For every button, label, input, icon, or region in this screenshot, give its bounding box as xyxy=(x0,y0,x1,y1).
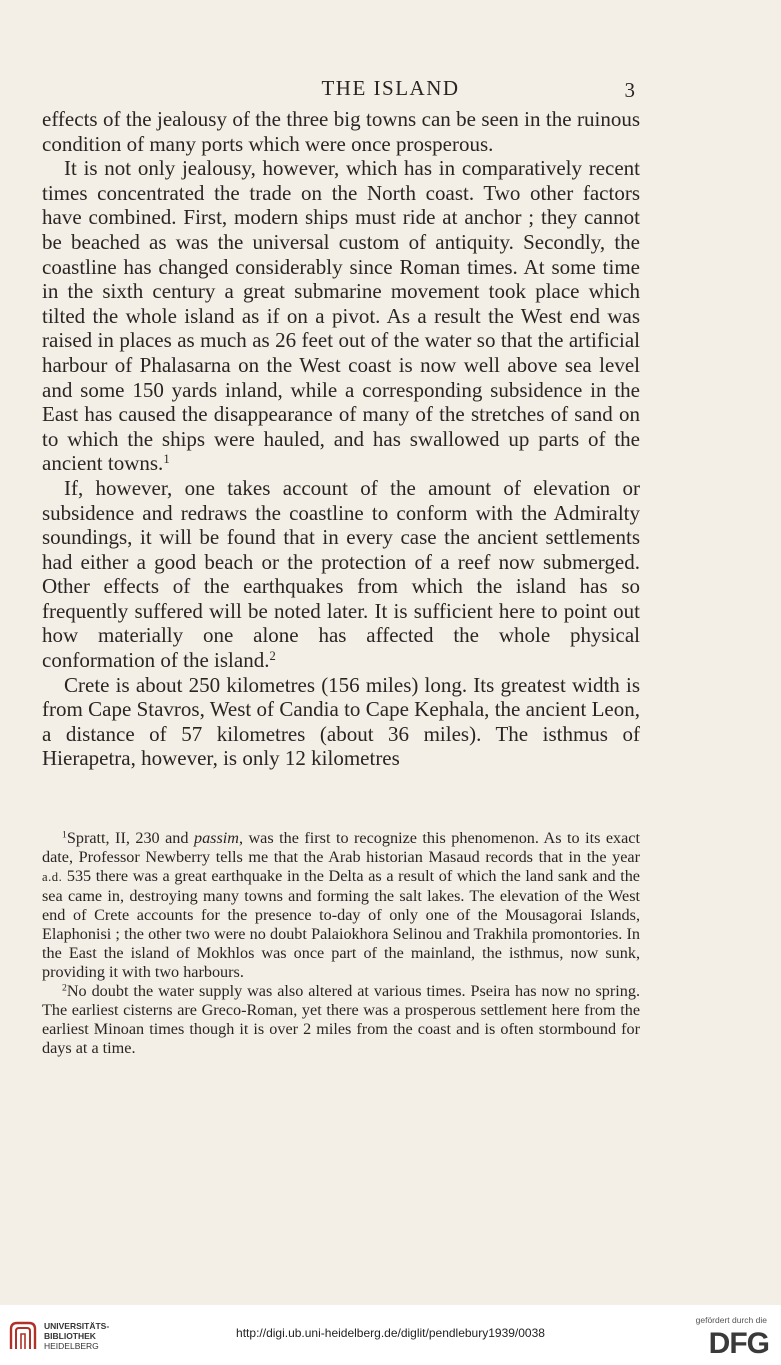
footnote-2: $^2$No doubt the water supply was also altered at various times. Pseira has now no spring. The earliest cisterns are Greco-Roman, yet there was a prosperous settlement here from the earliest Minoan times though it is over 2 miles from the coast and is often stormbound for days at a time. xyxy=(42,982,640,1057)
page-number: 3 xyxy=(624,78,635,102)
footnote-ref-2: 2 xyxy=(269,649,276,664)
running-head: THE ISLAND xyxy=(321,76,460,100)
dfg-logo[interactable]: DFG xyxy=(708,1327,769,1360)
paragraph-2: It is not only jealousy, however, which has in comparatively recent times concentrated the trade on the North coast. Two other factors have combined. First, modern ships must ride at anchor ; they cannot be beached as was the universal custom of antiquity. Secondly, the coastline has changed considerably since Roman times. At some time in the sixth century a great submarine movement took place which tilted the whole island as if on a pivot. As a result the West end was raised in places as much as 26 feet out of the water so that the artificial harbour of Phalasarna on the West coast is now well above sea level and some 150 yards inland, while a corresponding subsidence in the East has caused the disappearance of many of the stretches of sand on to which the ships were hauled, and has swallowed up parts of the ancient towns.$^1$ xyxy=(42,156,640,476)
footnote-1: $^1$Spratt, II, 230 and passim, was the first to recognize this phenomenon. As to its exact date, Professor Newberry tells me that the Arab historian Masaud records that in the year a.d. 535 there was a great earthquake in the Delta as a result of which the land sank and the sea came in, destroying many towns and forming the salt lakes. The elevation of the West end of Crete accounts for the presence to-day of only one of the Mousagorai Islands, Elaphonisi ; the other two were no doubt Palaiokhora Selinou and Trakhila promontories. In the East the island of Mokhlos was once part of the mainland, the isthmus, now sunk, providing it with two harbours. xyxy=(42,829,640,981)
paragraph-1: effects of the jealousy of the three big towns can be seen in the ruinous condition of many ports which were once prosperous. xyxy=(42,107,640,156)
footnotes xyxy=(42,829,640,1058)
paragraph-3: If, however, one takes account of the amount of elevation or subsidence and redraws the coastline to conform with the Admiralty soundings, it will be found that in every case the ancient settlements had either a good beach or the protection of a reef now submerged. Other effects of the earthquakes from which the island has so frequently suffered will be noted later. It is sufficient here to point out how materially one alone has affected the whole physical conformation of the island.$^2$ xyxy=(42,475,640,673)
university-name[interactable]: UNIVERSITÄTS- BIBLIOTHEK HEIDELBERG xyxy=(44,1321,110,1351)
footnote-ref-1: 1 xyxy=(163,452,170,467)
funding-caption: gefördert durch die xyxy=(695,1315,767,1325)
permalink-url[interactable]: http://digi.ub.uni-heidelberg.de/diglit/pendlebury1939/0038 xyxy=(236,1326,545,1340)
viewer-footer xyxy=(0,1305,781,1365)
footnote-mark-2: 2 xyxy=(62,982,67,994)
paragraph-4: Crete is about 250 kilometres (156 miles) long. Its greatest width is from Cape Stavros, West of Candia to Cape Kephala, the ancient Leon, a distance of 57 kilometres (about 36 miles). The isthmus of Hierapetra, however, is only 12 kilometres xyxy=(42,672,640,771)
main-text xyxy=(42,107,640,771)
footnote-mark-1: 1 xyxy=(62,829,67,841)
page-header xyxy=(0,76,781,106)
